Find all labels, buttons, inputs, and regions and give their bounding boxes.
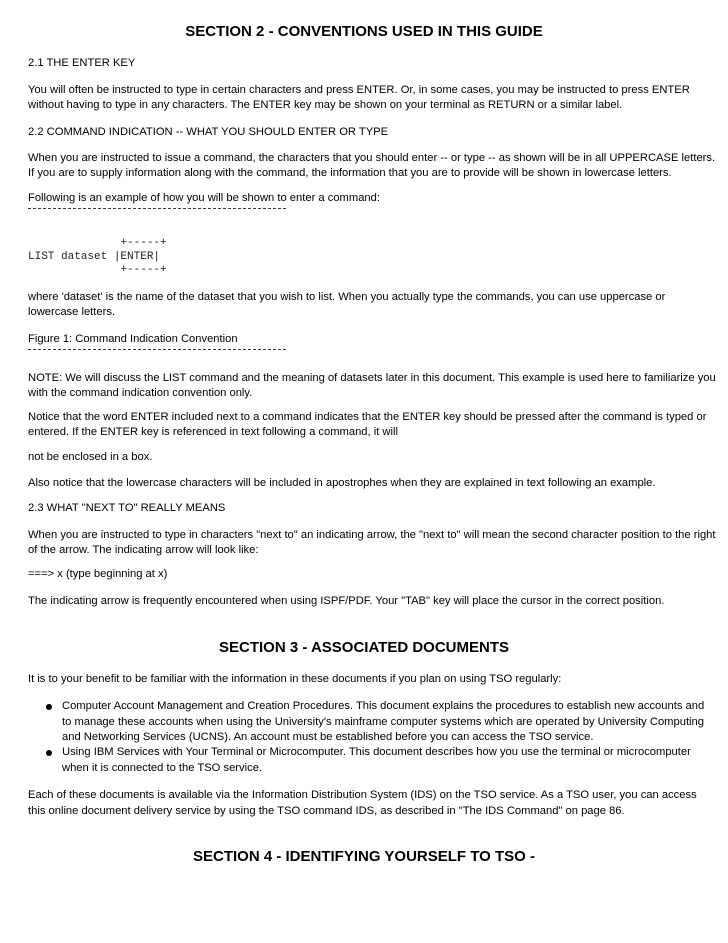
next-to-paragraph-line-2: of the arrow. The indicating arrow will look like:	[28, 544, 259, 556]
notice-paragraph-line-2: entered. If the ENTER key is referenced in text following a command, it will	[28, 426, 398, 438]
example-top-divider	[0, 208, 728, 209]
list-item-line: Using IBM Services with Your Terminal or Microcomputer. This document describes how you use the terminal or microcomputer	[62, 746, 691, 758]
arrow-example: ===> x (type beginning at x)	[28, 568, 168, 580]
example-command-line: LIST dataset |ENTER|	[28, 251, 161, 263]
command-paragraph-line-1: When you are instructed to issue a command, the characters that you should enter -- or type -- as shown will be in all UPPERCASE letters.	[28, 152, 716, 164]
list-item-line: when it is connected to the TSO service.	[62, 762, 263, 774]
bullet-icon	[46, 750, 52, 756]
note-paragraph-line-1: NOTE: We will discuss the LIST command and the meaning of datasets later in this document. This example is used here to familiarize you	[28, 372, 716, 384]
next-to-heading: 2.3 WHAT "NEXT TO" REALLY MEANS	[28, 502, 226, 514]
notice-paragraph-line-1: Notice that the word ENTER included next to a command indicates that the ENTER key should be pressed after the command is typed or	[28, 411, 707, 423]
section-2-title: SECTION 2 - CONVENTIONS USED IN THIS GUIDE	[185, 23, 543, 40]
also-notice-line: Also notice that the lowercase characters will be included in apostrophes when they are explained in text following an example.	[28, 477, 656, 489]
not-enclosed-line: not be enclosed in a box.	[28, 451, 153, 463]
example-intro: Following is an example of how you will be shown to enter a command:	[28, 192, 380, 204]
enter-key-heading: 2.1 THE ENTER KEY	[28, 57, 136, 69]
enter-key-paragraph-line-1: You will often be instructed to type in certain characters and press ENTER. Or, in some cases, you may be instructed to press ENTER	[28, 84, 690, 96]
figure-caption: Figure 1: Command Indication Convention	[28, 333, 238, 345]
command-paragraph-line-2: If you are to supply information along with the command, the information that you are to provide will be shown in lowercase letters.	[28, 167, 672, 179]
section-3-intro: It is to your benefit to be familiar with the information in these documents if you plan on using TSO regularly:	[28, 673, 562, 685]
where-paragraph-line-2: lowercase letters.	[28, 306, 116, 318]
note-paragraph-line-2: with the command indication convention only.	[28, 387, 253, 399]
enter-key-paragraph-line-2: without having to type in any characters. The ENTER key may be shown on your terminal as RETURN or a similar label.	[28, 99, 623, 111]
list-item-line: and Networking Services (UCNS). An account must be established before you can access the TSO service.	[62, 731, 594, 743]
section-4-title: SECTION 4 - IDENTIFYING YOURSELF TO TSO -	[193, 848, 535, 865]
list-item-line: to manage these accounts when using the University's mainframe computer systems which are operated by University Computing	[62, 716, 704, 728]
command-indication-heading: 2.2 COMMAND INDICATION -- WHAT YOU SHOULD ENTER OR TYPE	[28, 126, 389, 138]
where-paragraph-line-1: where 'dataset' is the name of the dataset that you wish to list. When you actually type the commands, you can use uppercase or	[28, 291, 666, 303]
next-to-paragraph-line-1: When you are instructed to type in characters "next to" an indicating arrow, the "next to" will mean the second character position to the right	[28, 529, 716, 541]
section-3-title: SECTION 3 - ASSOCIATED DOCUMENTS	[218, 639, 510, 656]
arrow-note: The indicating arrow is frequently encountered when using ISPF/PDF. Your "TAB" key will place the cursor in the correct position.	[28, 595, 665, 607]
example-box-bottom: +-----+	[28, 264, 167, 276]
bullet-icon	[46, 704, 52, 710]
list-item-line: Computer Account Management and Creation Procedures. This document explains the procedures to establish new accounts and	[62, 700, 705, 712]
section-3-closing-line-2: this online document delivery service by using the TSO command IDS, as described in "The IDS Command" on page 86.	[28, 805, 625, 817]
example-box-top: +-----+	[28, 237, 167, 249]
figure-bottom-divider	[0, 349, 728, 350]
section-3-closing-line-1: Each of these documents is available via the Information Distribution System (IDS) on the TSO service. As a TSO user, you can access	[28, 789, 697, 801]
